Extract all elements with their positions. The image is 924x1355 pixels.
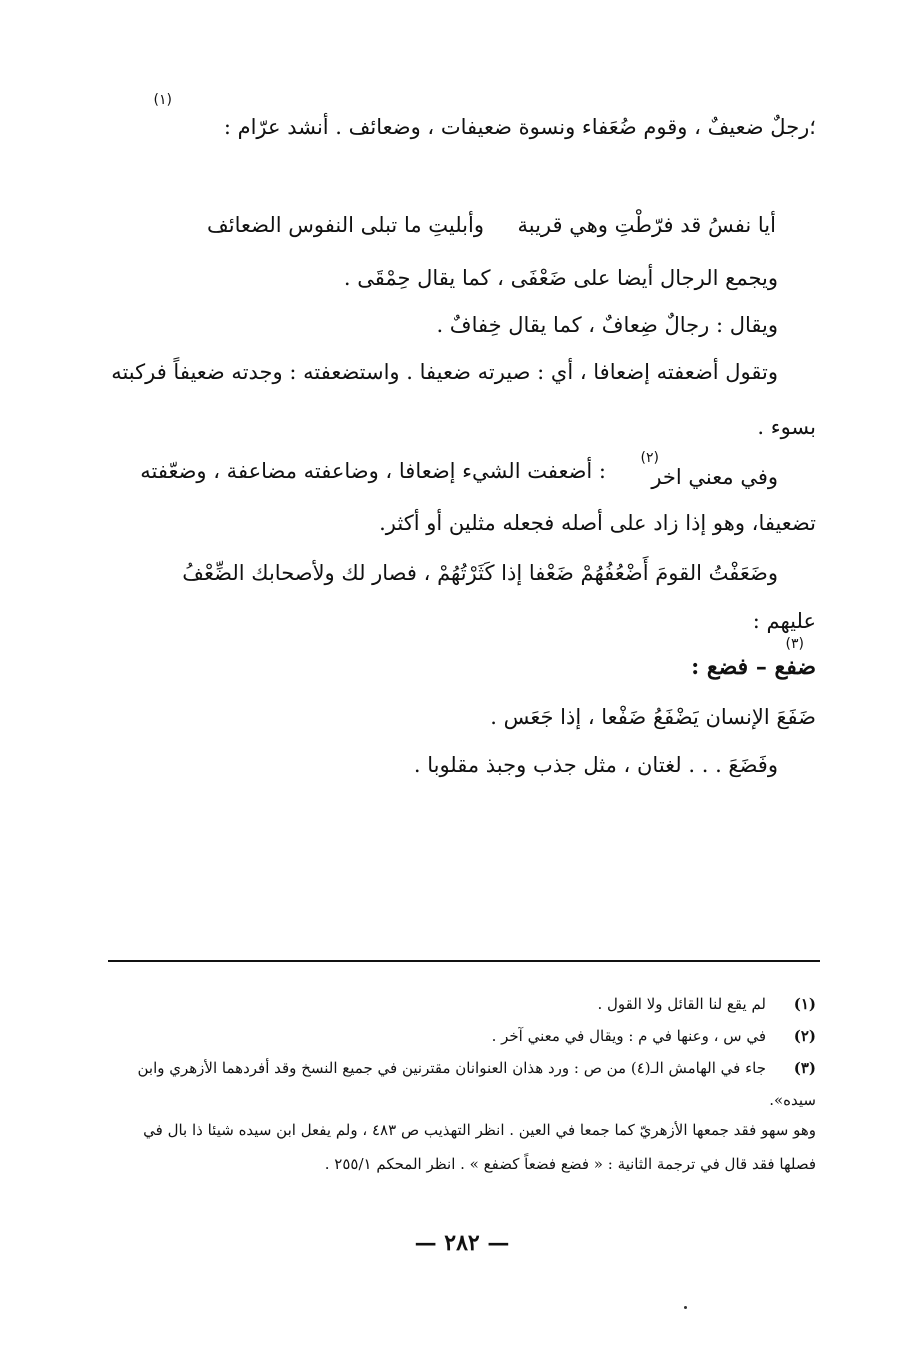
footnote-divider bbox=[108, 960, 820, 962]
footnote-number: (١) bbox=[793, 995, 816, 1013]
footnote-text: جاء في الهامش الـ(٤) من ص : ورد هذان العنوانان مقترنين في جميع النسخ وقد أفردهما الأزهري وابن bbox=[137, 1059, 766, 1077]
text-line: ؛رجلٌ ضعيفٌ ، وقوم ضُعَفاء ونسوة ضعيفات ، وضعائف . أنشد عرّام : bbox=[223, 115, 816, 139]
footnote-marker-1: (١) bbox=[153, 92, 172, 108]
text-line: ويجمع الرجال أيضا على ضَعْفَى ، كما يقال حِمْقَى . bbox=[343, 266, 778, 290]
verse-hemistich-right: أيا نفسُ قد فرّطْتِ وهي قريبة bbox=[517, 213, 776, 237]
text-line: وتقول أضعفته إضعافا ، أي : صيرته ضعيفا . واستضعفته : وجدته ضعيفاً فركبته bbox=[111, 360, 778, 384]
text-line: وضَعَفْتُ القومَ أَضْعُفُهُمْ ضَعْفا إذا كَثَرْتُهُمْ ، فصار لك ولأصحابك الضِّعْفُ bbox=[182, 561, 778, 585]
text-line: عليهم : bbox=[752, 609, 816, 633]
text-line: وفَضَعَ . . . لغتان ، مثل جذب وجبذ مقلوبا . bbox=[413, 753, 778, 777]
text-line-rest: : أضعفت الشيء إضعافا ، وضاعفته مضاعفة ، وضعّفته bbox=[140, 459, 606, 483]
verse-hemistich-left: وأبليتِ ما تبلى النفوس الضعائف bbox=[207, 213, 484, 237]
text-line: تضعيفا، وهو إذا زاد على أصله فجعله مثلين أو أكثر. bbox=[379, 511, 816, 535]
footnote-text: في س ، وعنها في م : ويقال في معني آخر . bbox=[491, 1027, 766, 1045]
footnote-text-continued: فصلها فقد قال في ترجمة الثانية : « فضع فضعاً كضفع » . انظر المحكم ٢٥٥/١ . bbox=[324, 1155, 816, 1173]
footnote-text-continued: سيده». bbox=[769, 1091, 816, 1109]
entry-heading: ضفع – فضع : bbox=[691, 654, 816, 680]
footnote-number: (٢) bbox=[793, 1027, 816, 1045]
footnote-marker-2: (٢) bbox=[640, 450, 659, 466]
footnote-text-continued: وهو سهو فقد جمعها الأزهريّ كما جمعا في العين . انظر التهذيب ص ٤٨٣ ، ولم يفعل ابن سيده شيئا ذا بال في bbox=[143, 1121, 816, 1139]
footnote-text: لم يقع لنا القائل ولا القول . bbox=[597, 995, 766, 1013]
text-line: ضَفَعَ الإنسان يَضْفَعُ ضَفْعا ، إذا جَعَس . bbox=[490, 705, 816, 729]
text-line-start: وفي معني اخر bbox=[651, 465, 778, 489]
text-line: ويقال : رجالٌ ضِعافٌ ، كما يقال خِفافٌ . bbox=[436, 313, 778, 337]
footnote-number: (٣) bbox=[793, 1059, 816, 1077]
footnote-marker-3: (٣) bbox=[785, 636, 804, 652]
scan-speck bbox=[684, 1306, 687, 1309]
page-number: — ٢٨٢ — bbox=[414, 1230, 510, 1256]
text-line: بسوء . bbox=[757, 415, 816, 439]
